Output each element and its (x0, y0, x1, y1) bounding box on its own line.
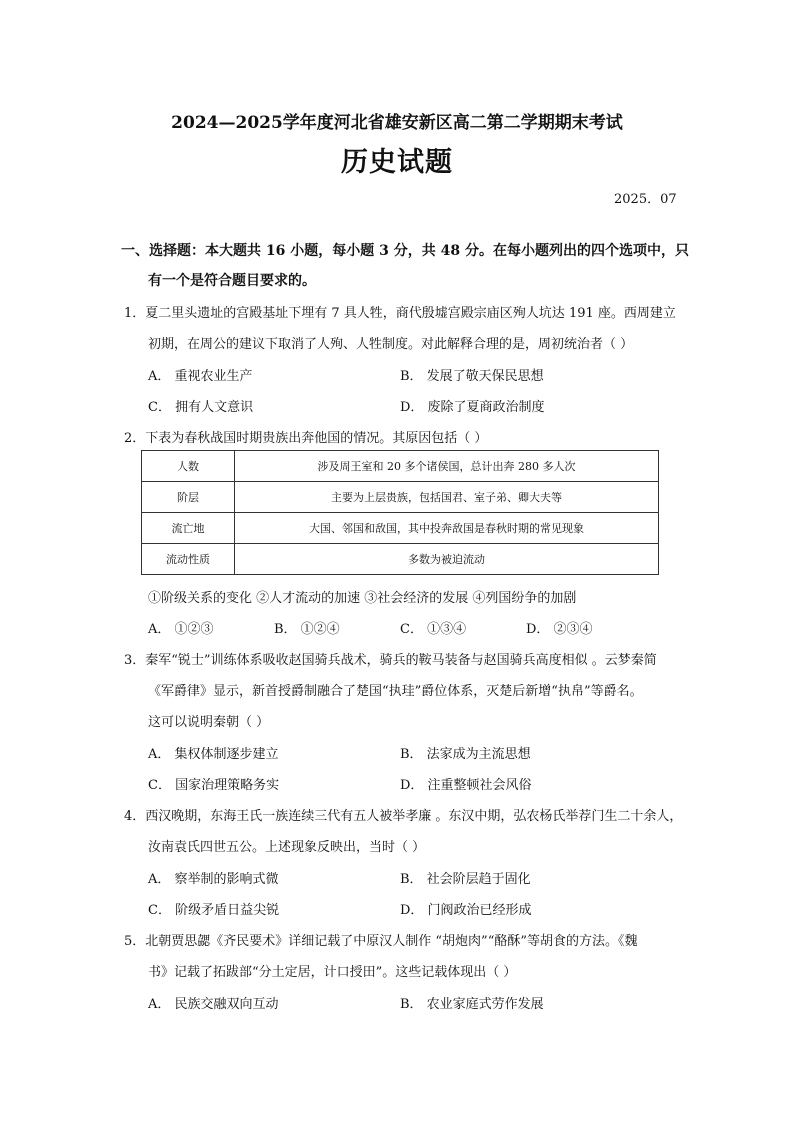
question-1-line2: 初期，在周公的建议下取消了人殉、人牲制度。对此解释合理的是，周初统治者（ ） (148, 337, 634, 352)
question-2-option-a[interactable]: A． ①②③ (148, 622, 214, 637)
question-3-option-b[interactable]: B． 法家成为主流思想 (400, 747, 531, 762)
question-1-option-a[interactable]: A． 重视农业生产 (148, 369, 253, 384)
exam-date: 2025．07 (614, 192, 677, 207)
question-3-line1: 3．秦军“锐士”训练体系吸收赵国骑兵战术，骑兵的鞍马装备与赵国骑兵高度相似 。云梦秦简 (124, 653, 657, 668)
table-header-cell: 阶层 (142, 482, 235, 513)
exam-title: 2024—2025学年度河北省雄安新区高二第二学期期末考试 (171, 113, 623, 133)
table-row (142, 513, 659, 544)
section-heading-line2: 有一个是符合题目要求的。 (148, 273, 316, 289)
question-1-line1: 1．夏二里头遗址的宫殿基址下埋有 7 具人牲，商代殷墟宫殿宗庙区殉人坑达 191 座。西周建立 (124, 306, 676, 321)
table-value-cell: 大国、邻国和敌国，其中投奔敌国是春秋时期的常见现象 (235, 513, 659, 544)
table-value-cell: 涉及周王室和 20 多个诸侯国，总计出奔 280 多人次 (235, 451, 659, 482)
question-2-option-c[interactable]: C． ①③④ (400, 622, 467, 637)
question-5-line2: 书》记载了拓跋部“分土定居，计口授田”。这些记载体现出（ ） (148, 965, 517, 980)
table-header-cell: 流动性质 (142, 544, 235, 575)
question-2-line1: 2．下表为春秋战国时期贵族出奔他国的情况。其原因包括（ ） (124, 431, 488, 446)
table-value-cell: 多数为被迫流动 (235, 544, 659, 575)
question-2-table (141, 450, 659, 575)
question-2-option-b[interactable]: B． ①②④ (274, 622, 340, 637)
question-3-option-c[interactable]: C． 国家治理策略务实 (148, 778, 280, 793)
table-row (142, 482, 659, 513)
question-4-option-b[interactable]: B． 社会阶层趋于固化 (400, 872, 531, 887)
question-3-option-d[interactable]: D． 注重整顿社会风俗 (400, 778, 532, 793)
table-row (142, 451, 659, 482)
question-2-option-d[interactable]: D． ②③④ (526, 622, 593, 637)
table-value-cell: 主要为上层贵族，包括国君、室子弟、卿大夫等 (235, 482, 659, 513)
section-heading-line1: 一、选择题：本大题共 16 小题，每小题 3 分，共 48 分。在每小题列出的四个选项中，只 (121, 243, 689, 259)
question-1-option-b[interactable]: B． 发展了敬天保民思想 (400, 369, 544, 384)
question-1-option-d[interactable]: D． 废除了夏商政治制度 (400, 400, 545, 415)
question-4-option-c[interactable]: C． 阶级矛盾日益尖锐 (148, 903, 280, 918)
table-header-cell: 流亡地 (142, 513, 235, 544)
subject-title: 历史试题 (341, 147, 453, 178)
question-3-option-a[interactable]: A． 集权体制逐步建立 (148, 747, 279, 762)
question-5-option-a[interactable]: A． 民族交融双向互动 (148, 997, 279, 1012)
question-3-line3: 这可以说明秦朝（ ） (148, 715, 270, 730)
question-2-statements: ①阶级关系的变化 ②人才流动的加速 ③社会经济的发展 ④列国纷争的加剧 (148, 591, 577, 606)
question-4-line1: 4．西汉晚期，东海王氏一族连续三代有五人被举孝廉 。东汉中期，弘农杨氏举荐门生二十余人， (124, 809, 683, 824)
question-4-option-d[interactable]: D． 门阀政治已经形成 (400, 903, 532, 918)
question-4-line2: 汝南袁氏四世五公。上述现象反映出，当时（ ） (148, 840, 426, 855)
table-header-cell: 人数 (142, 451, 235, 482)
question-5-line1: 5．北朝贾思勰《齐民要术》详细记载了中原汉人制作 “胡炮肉”“酪酥”等胡食的方法。《魏 (124, 934, 638, 949)
question-1-option-c[interactable]: C． 拥有人文意识 (148, 400, 254, 415)
question-4-option-a[interactable]: A． 察举制的影响式微 (148, 872, 279, 887)
table-row (142, 544, 659, 575)
question-5-option-b[interactable]: B． 农业家庭式劳作发展 (400, 997, 544, 1012)
question-3-line2: 《军爵律》显示，新首授爵制融合了楚国“执珪”爵位体系，灭楚后新增“执帛”等爵名。 (148, 684, 643, 699)
